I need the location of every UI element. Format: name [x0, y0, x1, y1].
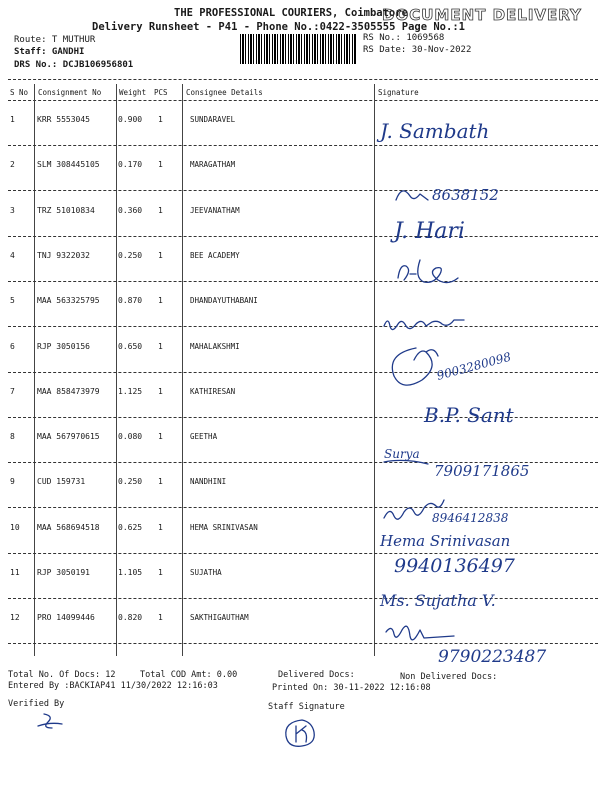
delivered-docs: Delivered Docs:: [278, 670, 355, 680]
row-pcs: 1: [158, 386, 163, 396]
row-weight: 1.125: [118, 386, 143, 396]
row-pcs: 1: [158, 341, 163, 351]
col-sno: S No: [10, 88, 29, 97]
company-title: THE PROFESSIONAL COURIERS, Coimbatore: [174, 7, 408, 19]
svg-text:7909171865: 7909171865: [434, 462, 530, 480]
row-sno: 11: [10, 568, 20, 577]
staff-label: Staff: GANDHI: [14, 47, 85, 57]
row-weight: 0.080: [118, 432, 143, 442]
row-consignee-name: DHANDAYUTHABANI: [190, 296, 258, 306]
row-consignee-name: NANDHINI: [190, 477, 227, 487]
verified-by-signature: [36, 710, 76, 736]
non-delivered-docs: Non Delivered Docs:: [400, 672, 498, 682]
row-weight: 0.870: [118, 296, 143, 306]
col-divider: [182, 84, 183, 656]
row-pcs: 1: [158, 522, 163, 532]
row-weight: 0.250: [118, 250, 143, 260]
row-weight: 0.170: [118, 160, 143, 170]
row-consignee-name: SUJATHA: [190, 568, 222, 577]
table-top-rule: [8, 79, 598, 80]
signature-row-3: [390, 212, 510, 246]
header-bottom-rule: [8, 100, 598, 101]
row-sno: 2: [10, 160, 15, 170]
col-pcs: PCS: [154, 88, 168, 97]
row-consignee-name: MAHALAKSHMI: [190, 341, 240, 351]
row-sno: 7: [10, 386, 15, 396]
row-sno: 8: [10, 432, 15, 442]
row-pcs: 1: [158, 160, 163, 170]
col-consignment: Consignment No: [38, 88, 102, 97]
row-consignment-no: TRZ 51010834: [37, 205, 95, 215]
col-divider: [116, 84, 117, 656]
signature-row-11: [380, 584, 540, 614]
row-consignee-name: MARAGATHAM: [190, 160, 236, 170]
col-signature: Signature: [378, 88, 419, 97]
signature-row-5: [380, 306, 490, 336]
svg-text:9790223487: 9790223487: [438, 647, 547, 667]
svg-text:B.P. Sant: B.P. Sant: [424, 403, 514, 427]
drs-number: DRS No.: DCJB106956801: [14, 60, 134, 70]
row-pcs: 1: [158, 115, 163, 124]
svg-text:8946412838: 8946412838: [432, 511, 509, 525]
svg-text:9940136497: 9940136497: [394, 555, 515, 577]
row-pcs: 1: [158, 296, 163, 306]
col-weight: Weight: [119, 88, 147, 97]
row-pcs: 1: [158, 250, 163, 260]
row-consignee-name: JEEVANATHAM: [190, 205, 240, 215]
row-sno: 10: [10, 522, 20, 532]
svg-text:Hema Srinivasan: Hema Srinivasan: [380, 532, 511, 550]
total-docs: Total No. Of Docs: 12: [8, 670, 116, 680]
runsheet-subtitle: Delivery Runsheet - P41 - Phone No.:0422-3505555 Page No.:1: [92, 21, 465, 33]
row-consignment-no: MAA 568694518: [37, 522, 100, 532]
svg-text:J. Sambath: J. Sambath: [380, 119, 490, 143]
row-sno: 12: [10, 613, 20, 623]
row-separator: [8, 281, 598, 282]
signature-row-6: [386, 340, 556, 390]
row-consignee-name: HEMA SRINIVASAN: [190, 522, 258, 532]
row-consignment-no: MAA 563325795: [37, 296, 100, 306]
row-consignment-no: TNJ 9322032: [37, 250, 90, 260]
svg-text:8638152: 8638152: [432, 186, 499, 204]
verified-by-label: Verified By: [8, 699, 65, 709]
signature-row-7: [420, 396, 560, 430]
row-weight: 0.360: [118, 205, 143, 215]
row-weight: 1.105: [118, 568, 143, 577]
signature-row-1: [380, 112, 540, 152]
row-sno: 4: [10, 250, 15, 260]
row-separator: [8, 326, 598, 327]
staff-signature-label: Staff Signature: [268, 702, 345, 712]
col-divider: [374, 84, 375, 656]
row-consignee-name: SAKTHIGAUTHAM: [190, 613, 249, 623]
row-consignment-no: MAA 567970615: [37, 432, 100, 442]
row-consignment-no: CUD 159731: [37, 477, 86, 487]
row-weight: 0.250: [118, 477, 143, 487]
printed-on: Printed On: 30-11-2022 12:16:08: [272, 683, 431, 693]
row-consignee-name: BEE ACADEMY: [190, 250, 240, 260]
row-sno: 1: [10, 115, 15, 124]
row-pcs: 1: [158, 568, 163, 577]
row-pcs: 1: [158, 432, 163, 442]
signature-row-4: [392, 256, 472, 290]
document-delivery-stamp: DOCUMENT DELIVERY: [382, 6, 582, 24]
signature-row-8: [384, 444, 564, 480]
row-sno: 9: [10, 477, 15, 487]
row-weight: 0.900: [118, 115, 143, 124]
row-sno: 3: [10, 205, 15, 215]
svg-text:9003280098: 9003280098: [435, 349, 513, 383]
col-details: Consignee Details: [186, 88, 263, 97]
svg-text:J. Hari: J. Hari: [394, 219, 465, 244]
svg-text:Surya: Surya: [384, 447, 420, 461]
row-pcs: 1: [158, 205, 163, 215]
row-sno: 5: [10, 296, 15, 306]
row-weight: 0.650: [118, 341, 143, 351]
entered-by: Entered By :BACKIAP41 11/30/2022 12:16:03: [8, 681, 218, 691]
row-weight: 0.820: [118, 613, 143, 623]
row-sno: 6: [10, 341, 15, 351]
staff-signature-mark: [282, 716, 322, 750]
rs-date: RS Date: 30-Nov-2022: [363, 45, 472, 55]
row-consignment-no: KRR 5553045: [37, 115, 90, 124]
row-consignee-name: GEETHA: [190, 432, 218, 442]
row-consignee-name: KATHIRESAN: [190, 386, 236, 396]
row-consignment-no: MAA 858473979: [37, 386, 100, 396]
barcode: [240, 34, 356, 64]
route-label: Route: T MUTHUR: [14, 35, 96, 45]
row-consignment-no: RJP 3050156: [37, 341, 90, 351]
signature-row-9: [380, 494, 560, 530]
svg-text:Ms. Sujatha V.: Ms. Sujatha V.: [380, 591, 496, 610]
row-pcs: 1: [158, 613, 163, 623]
row-consignment-no: RJP 3050191: [37, 568, 90, 577]
row-consignment-no: SLM 308445105: [37, 160, 100, 170]
col-divider: [34, 84, 35, 656]
row-pcs: 1: [158, 477, 163, 487]
signature-row-10: [380, 530, 590, 578]
row-consignment-no: PRO 14099446: [37, 613, 95, 623]
total-cod: Total COD Amt: 0.00: [140, 670, 238, 680]
row-weight: 0.625: [118, 522, 143, 532]
row-consignee-name: SUNDARAVEL: [190, 115, 236, 124]
rs-number: RS No.: 1069568: [363, 33, 445, 43]
signature-row-2: [392, 180, 572, 210]
signature-row-12: [382, 620, 562, 670]
